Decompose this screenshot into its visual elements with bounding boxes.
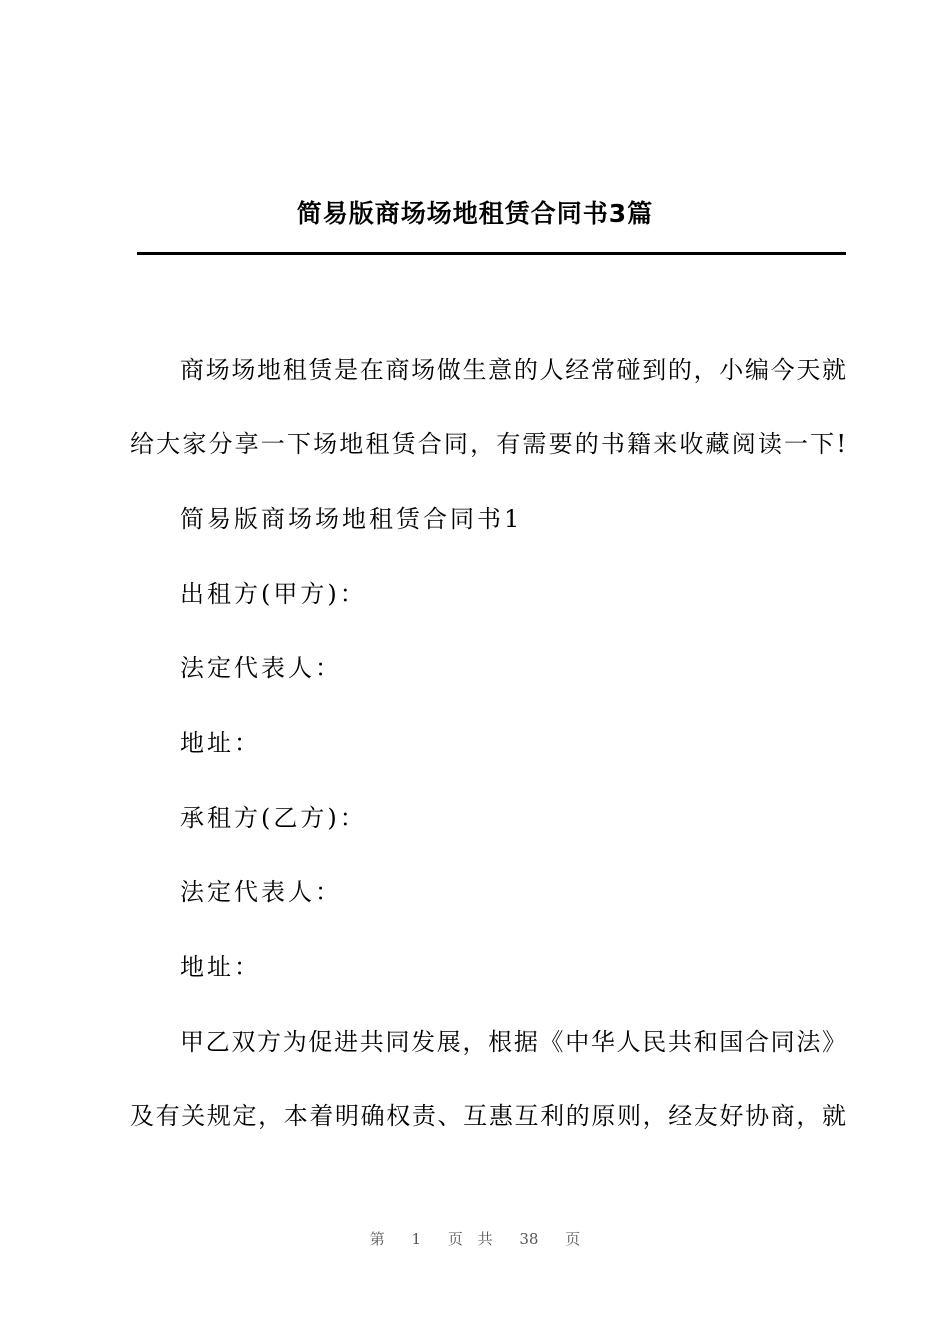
paragraph-line: 及有关规定，本着明确权责、互惠互利的原则，经友好协商，就 xyxy=(130,1102,846,1130)
document-title: 简易版商场场地租赁合同书3篇 xyxy=(296,199,654,228)
paragraph-line: 给大家分享一下场地租赁合同，有需要的书籍来收藏阅读一下! xyxy=(130,430,846,458)
page-footer xyxy=(0,1228,950,1250)
title-underline xyxy=(137,252,846,255)
field-label-lessee-address: 地址： xyxy=(180,953,261,981)
field-label-lessor-representative: 法定代表人： xyxy=(180,654,342,682)
field-label-lessee: 承租方(乙方)： xyxy=(180,804,367,832)
field-label-lessor-address: 地址： xyxy=(180,729,261,757)
paragraph-line: 商场场地租赁是在商场做生意的人经常碰到的，小编今天就 xyxy=(180,356,846,384)
field-label-lessor: 出租方(甲方)： xyxy=(180,580,367,608)
footer-label-end: 页 xyxy=(565,1230,581,1248)
footer-total-pages: 38 xyxy=(519,1230,539,1248)
paragraph-line: 甲乙双方为促进共同发展，根据《中华人民共和国合同法》 xyxy=(180,1028,846,1056)
footer-label-page: 第 xyxy=(369,1230,385,1248)
footer-label-of: 页 共 xyxy=(447,1230,493,1248)
footer-current-page: 1 xyxy=(411,1230,422,1248)
field-label-lessee-representative: 法定代表人： xyxy=(180,878,342,906)
section-heading: 简易版商场场地租赁合同书1 xyxy=(180,505,523,533)
